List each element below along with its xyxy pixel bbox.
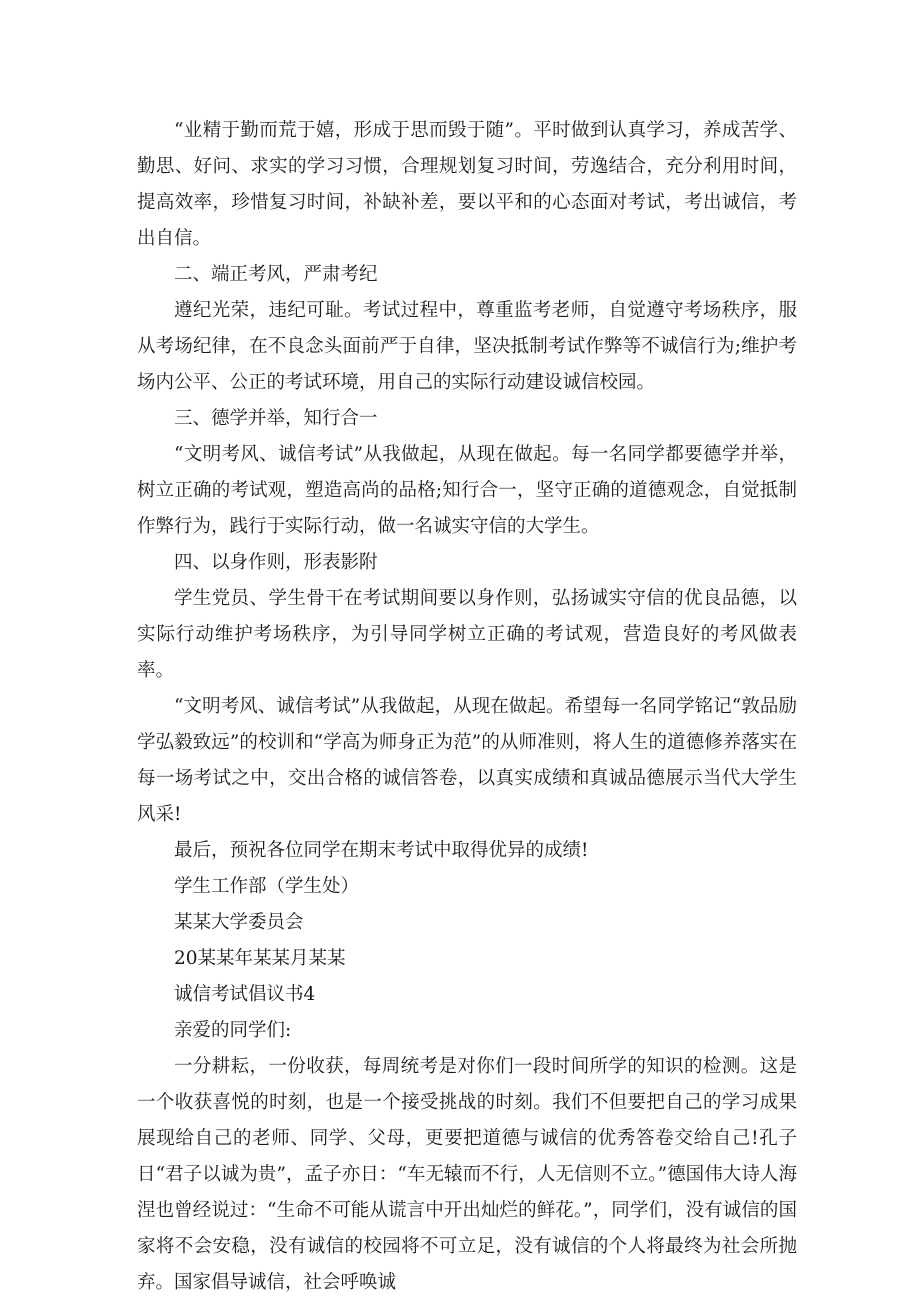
signature-date: 20某某年某某月某某 <box>174 948 346 969</box>
signature-committee: 某某大学委员会 <box>174 912 304 933</box>
section-heading-3: 三、德学并举，知行合一 <box>174 408 378 429</box>
paragraph-morality: “文明考风、诚信考试”从我做起，从现在做起。每一名同学都要德学并举，树立正确的考试观，塑造高尚的品格;知行合一，坚守正确的道德观念，自觉抵制作弊行为，践行于实际行动，做一名诚实守信的大学生。 <box>137 444 797 537</box>
paragraph-motto: “文明考风、诚信考试”从我做起，从现在做起。希望每一名同学铭记“敦品励学弘毅致远”的校训和“学高为师身正为范”的从师准则，将人生的道德修养落实在每一场考试之中，交出合格的诚信答卷，以真实成绩和真诚品德展示当代大学生风采! <box>137 696 797 825</box>
paragraph-study-habits: “业精于勤而荒于嬉，形成于思而毁于随”。平时做到认真学习，养成苦学、勤思、好问、求实的学习习惯，合理规划复习时间，劳逸结合，充分利用时间，提高效率，珍惜复习时间，补缺补差，要以平和的心态面对考试，考出诚信，考出自信。 <box>137 120 797 249</box>
signature-department: 学生工作部（学生处） <box>174 876 360 897</box>
section-heading-2: 二、端正考风，严肃考纪 <box>174 264 378 285</box>
document-body <box>137 113 797 1301</box>
document-title-4: 诚信考试倡议书4 <box>174 984 316 1005</box>
salutation: 亲爱的同学们: <box>174 1020 292 1041</box>
paragraph-integrity: 一分耕耘，一份收获，每周统考是对你们一段时间所学的知识的检测。这是一个收获喜悦的时刻，也是一个接受挑战的时刻。我们不但要把自己的学习成果展现给自己的老师、同学、父母，更要把道德与诚信的优秀答卷交给自己!孔子日“君子以诚为贵”，孟子亦日：“车无辕而不行，人无信则不立。”德国伟大诗人海涅也曾经说过：“生命不可能从谎言中开出灿烂的鲜花。”，同学们，没有诚信的国家将不会安稳，没有诚信的校园将不可立足，没有诚信的个人将最终为社会所抛弃。国家倡导诚信，社会呼唤诚 <box>137 1056 797 1293</box>
paragraph-leadership: 学生党员、学生骨干在考试期间要以身作则，弘扬诚实守信的优良品德，以实际行动维护考场秩序，为引导同学树立正确的考试观，营造良好的考风做表率。 <box>137 588 797 681</box>
paragraph-discipline: 遵纪光荣，违纪可耻。考试过程中，尊重监考老师，自觉遵守考场秩序，服从考场纪律，在不良念头面前严于自律，坚决抵制考试作弊等不诚信行为;维护考场内公平、公正的考试环境，用自己的实际行动建设诚信校园。 <box>137 300 797 393</box>
section-heading-4: 四、以身作则，形表影附 <box>174 552 378 573</box>
closing-wish: 最后，预祝各位同学在期末考试中取得优异的成绩! <box>174 840 589 861</box>
